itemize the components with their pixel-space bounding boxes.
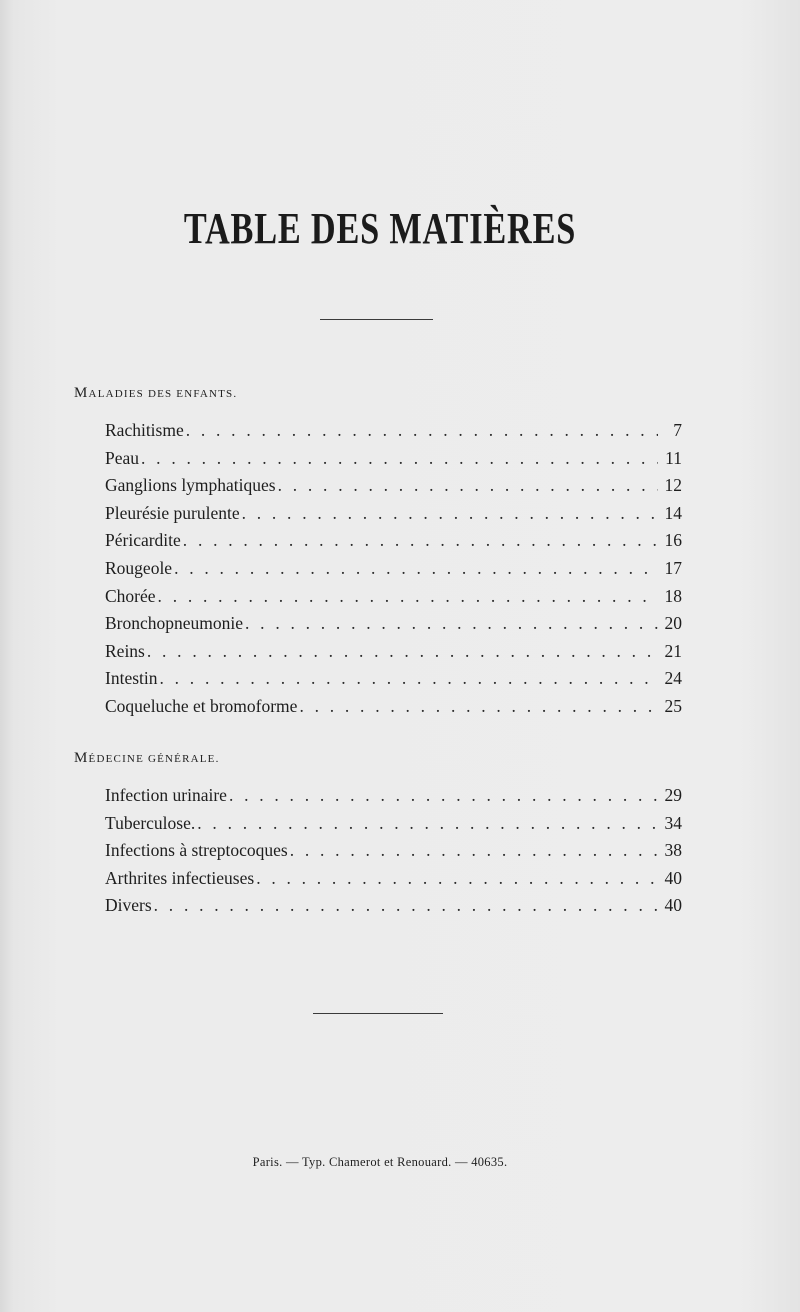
toc-entry-page: 29 <box>664 785 682 805</box>
dot-leader <box>174 558 658 579</box>
title-divider <box>320 319 433 320</box>
toc-entry-label: Ganglions lymphatiques <box>105 475 276 496</box>
toc-entry-label: Bronchopneumonie <box>105 613 244 634</box>
dot-leader <box>229 785 658 806</box>
toc-entry-label: Tuberculose. <box>105 812 196 833</box>
dot-leader <box>256 868 658 889</box>
page-title: TABLE DES MATIÈRES <box>183 204 577 253</box>
closing-divider <box>313 1013 443 1014</box>
section-heading-initial: M <box>74 750 89 766</box>
dot-leader <box>141 448 658 469</box>
toc-entry <box>105 475 682 503</box>
toc-entry-label: Chorée <box>105 585 156 606</box>
toc-entry <box>105 613 682 641</box>
toc-entry-page: 34 <box>664 812 682 833</box>
dot-leader <box>242 503 658 524</box>
toc-entry-label: Divers <box>105 895 152 916</box>
toc-entry <box>105 641 682 669</box>
toc-entry-page: 12 <box>664 475 682 496</box>
printer-imprint: Paris. — Typ. Chamerot et Renouard. — 40635. <box>252 1155 508 1169</box>
toc-entry-page: 40 <box>664 867 682 888</box>
toc-entry-label: Rougeole <box>105 557 173 578</box>
toc-entry-page: 14 <box>664 502 682 523</box>
dot-leader <box>245 613 658 634</box>
toc-entry-page: 25 <box>664 695 682 716</box>
toc-entry <box>105 558 682 586</box>
toc-entry-label: Reins <box>105 640 145 661</box>
toc-entry <box>105 813 682 841</box>
toc-entry-page: 7 <box>673 420 682 440</box>
section-heading-maladies-des-enfants <box>74 385 237 402</box>
toc-entry-page: 16 <box>664 530 682 551</box>
toc-entry-label: Rachitisme <box>105 420 184 440</box>
toc-entry-page: 40 <box>664 895 682 916</box>
toc-entry-label: Intestin <box>105 668 158 689</box>
toc-entry <box>105 503 682 531</box>
toc-entry <box>105 586 682 614</box>
dot-leader <box>154 895 658 916</box>
toc-entry-page: 20 <box>664 613 682 634</box>
section-heading-initial: M <box>74 385 89 401</box>
toc-entry-label: Peau <box>105 447 140 468</box>
toc-entry <box>105 895 682 923</box>
toc-entry-page: 38 <box>664 840 682 861</box>
toc-entry <box>105 696 682 724</box>
toc-list-medecine-generale <box>105 785 682 923</box>
dot-leader <box>290 840 658 861</box>
toc-entry <box>105 785 682 813</box>
toc-entry-label: Pleurésie purulente <box>105 502 240 523</box>
toc-entry-label: Arthrites infectieuses <box>105 867 255 888</box>
dot-leader <box>197 813 658 834</box>
dot-leader <box>147 641 658 662</box>
toc-entry <box>105 530 682 558</box>
section-heading-rest: ALADIES DES ENFANTS. <box>88 388 238 400</box>
dot-leader <box>186 420 658 441</box>
toc-entry <box>105 668 682 696</box>
toc-list-maladies-des-enfants <box>105 420 682 724</box>
section-heading-rest: ÉDECINE GÉNÉRALE. <box>88 753 220 765</box>
toc-entry-page: 17 <box>664 557 682 578</box>
toc-entry-page: 18 <box>664 585 682 606</box>
toc-entry <box>105 840 682 868</box>
toc-entry-label: Péricardite <box>105 530 181 551</box>
dot-leader <box>160 668 659 689</box>
toc-entry <box>105 448 682 476</box>
dot-leader <box>299 696 658 717</box>
toc-entry-label: Infections à streptocoques <box>105 840 288 861</box>
toc-entry-label: Coqueluche et bromoforme <box>105 695 298 716</box>
toc-entry <box>105 420 682 448</box>
dot-leader <box>183 530 658 551</box>
toc-entry-label: Infection urinaire <box>105 785 227 805</box>
section-heading-medecine-generale <box>74 750 220 767</box>
dot-leader <box>158 586 658 607</box>
toc-entry-page: 21 <box>664 640 682 661</box>
toc-entry-page: 24 <box>664 668 682 689</box>
toc-entry-page: 11 <box>665 447 682 468</box>
dot-leader <box>278 475 658 496</box>
toc-entry <box>105 868 682 896</box>
